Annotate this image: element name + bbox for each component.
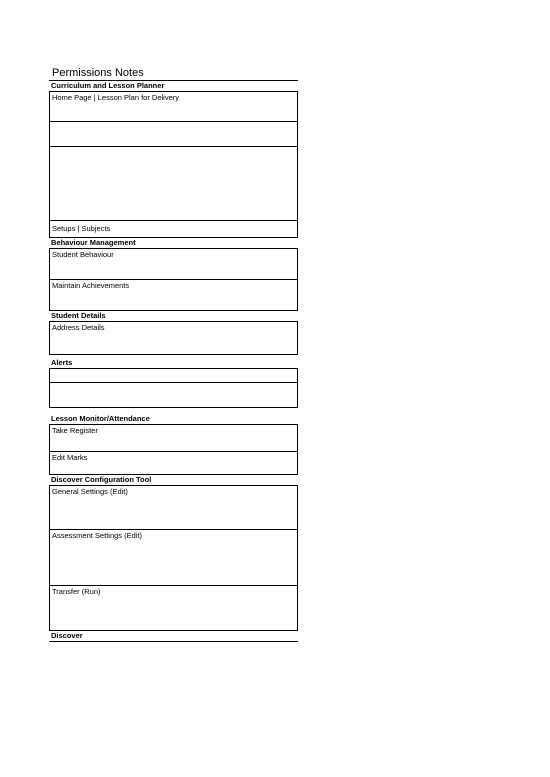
- note-row-edit-marks[interactable]: Edit Marks: [49, 452, 298, 475]
- note-row-blank-2[interactable]: [49, 147, 298, 221]
- note-row-assessment-settings[interactable]: Assessment Settings (Edit): [49, 530, 298, 586]
- section-header-lesson-monitor: Lesson Monitor/Attendance: [51, 414, 150, 423]
- note-row-take-register[interactable]: Take Register: [49, 424, 298, 452]
- note-row-setups-subjects[interactable]: Setups | Subjects: [49, 221, 298, 238]
- note-row-blank-1[interactable]: [49, 122, 298, 147]
- section-header-behaviour: Behaviour Management: [51, 238, 136, 247]
- note-row-alerts-blank-1[interactable]: [49, 368, 298, 383]
- section-header-curriculum: Curriculum and Lesson Planner: [51, 81, 165, 90]
- section-header-student-details: Student Details: [51, 311, 106, 320]
- section-header-discover-config: Discover Configuration Tool: [51, 475, 152, 484]
- note-row-maintain-achievements[interactable]: Maintain Achievements: [49, 280, 298, 311]
- section-header-alerts: Alerts: [51, 358, 73, 367]
- note-row-address-details[interactable]: Address Details: [49, 321, 298, 355]
- note-row-student-behaviour[interactable]: Student Behaviour: [49, 248, 298, 280]
- section-header-discover: Discover: [49, 631, 298, 642]
- note-row-alerts-blank-2[interactable]: [49, 383, 298, 408]
- permissions-sheet: [49, 66, 298, 642]
- note-row-transfer[interactable]: Transfer (Run): [49, 586, 298, 631]
- page-title: Permissions Notes: [49, 66, 298, 81]
- note-row-home-page[interactable]: Home Page | Lesson Plan for Delivery: [49, 91, 298, 122]
- note-row-general-settings[interactable]: General Settings (Edit): [49, 485, 298, 530]
